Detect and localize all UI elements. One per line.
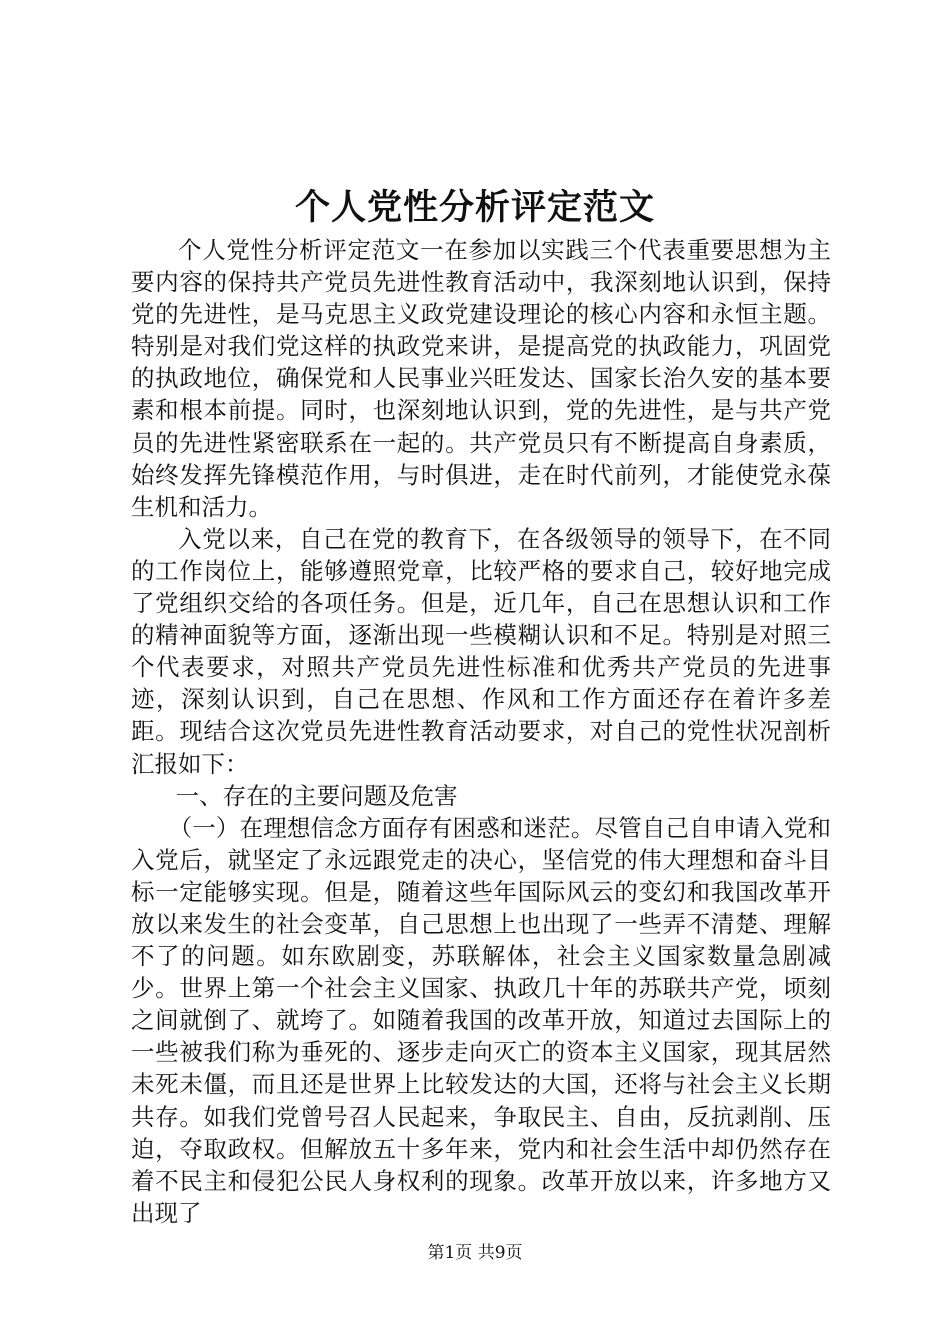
paragraph-self-review: 入党以来，自己在党的教育下，在各级领导的领导下，在不同的工作岗位上，能够遵照党章，比较严格的要求自己，较好地完成了党组织交给的各项任务。但是，近几年，自己在思想认识和工作的精神面貌等方面，逐渐出现一些模糊认识和不足。特别是对照三个代表要求，对照共产党员先进性标准和优秀共产党员的先进事迹，深刻认识到，自己在思想、作风和工作方面还存在着许多差距。现结合这次党员先进性教育活动要求，对自己的党性状况剖析汇报如下： — [131, 524, 831, 778]
section-heading: 一、存在的主要问题及危害 — [175, 781, 458, 810]
paragraph-intro: 个人党性分析评定范文一在参加以实践三个代表重要思想为主要内容的保持共产党员先进性教育活动中，我深刻地认识到，保持党的先进性，是马克思主义政党建设理论的核心内容和永恒主题。特别是对我们党这样的执政党来讲，是提高党的执政能力，巩固党的执政地位，确保党和人民事业兴旺发达、国家长治久安的基本要素和根本前提。同时，也深刻地认识到，党的先进性，是与共产党员的先进性紧密联系在一起的。共产党员只有不断提高自身素质，始终发挥先锋模范作用，与时俱进，走在时代前列，才能使党永葆生机和活力。 — [131, 236, 831, 521]
document-body — [131, 234, 831, 1229]
page-number-footer: 第1页 共9页 — [427, 1243, 523, 1263]
paragraph-ideals: （一）在理想信念方面存有困惑和迷茫。尽管自己自申请入党和入党后，就坚定了永远跟党走的决心，坚信党的伟大理想和奋斗目标一定能够实现。但是，随着这些年国际风云的变幻和我国改革开放以来发生的社会变革，自己思想上也出现了一些弄不清楚、理解不了的问题。如东欧剧变，苏联解体，社会主义国家数量急剧减少。世界上第一个社会主义国家、执政几十年的苏联共产党，顷刻之间就倒了、就垮了。如随着我国的改革开放，知道过去国际上的一些被我们称为垂死的、逐步走向灭亡的资本主义国家，现其居然未死未僵，而且还是世界上比较发达的大国，还将与社会主义长期共存。如我们党曾号召人民起来，争取民主、自由，反抗剥削、压迫，夺取政权。但解放五十多年来，党内和社会生活中却仍然存在着不民主和侵犯公民人身权利的现象。改革开放以来，许多地方又出现了 — [131, 813, 831, 1227]
document-title: 个人党性分析评定范文 — [294, 187, 655, 228]
